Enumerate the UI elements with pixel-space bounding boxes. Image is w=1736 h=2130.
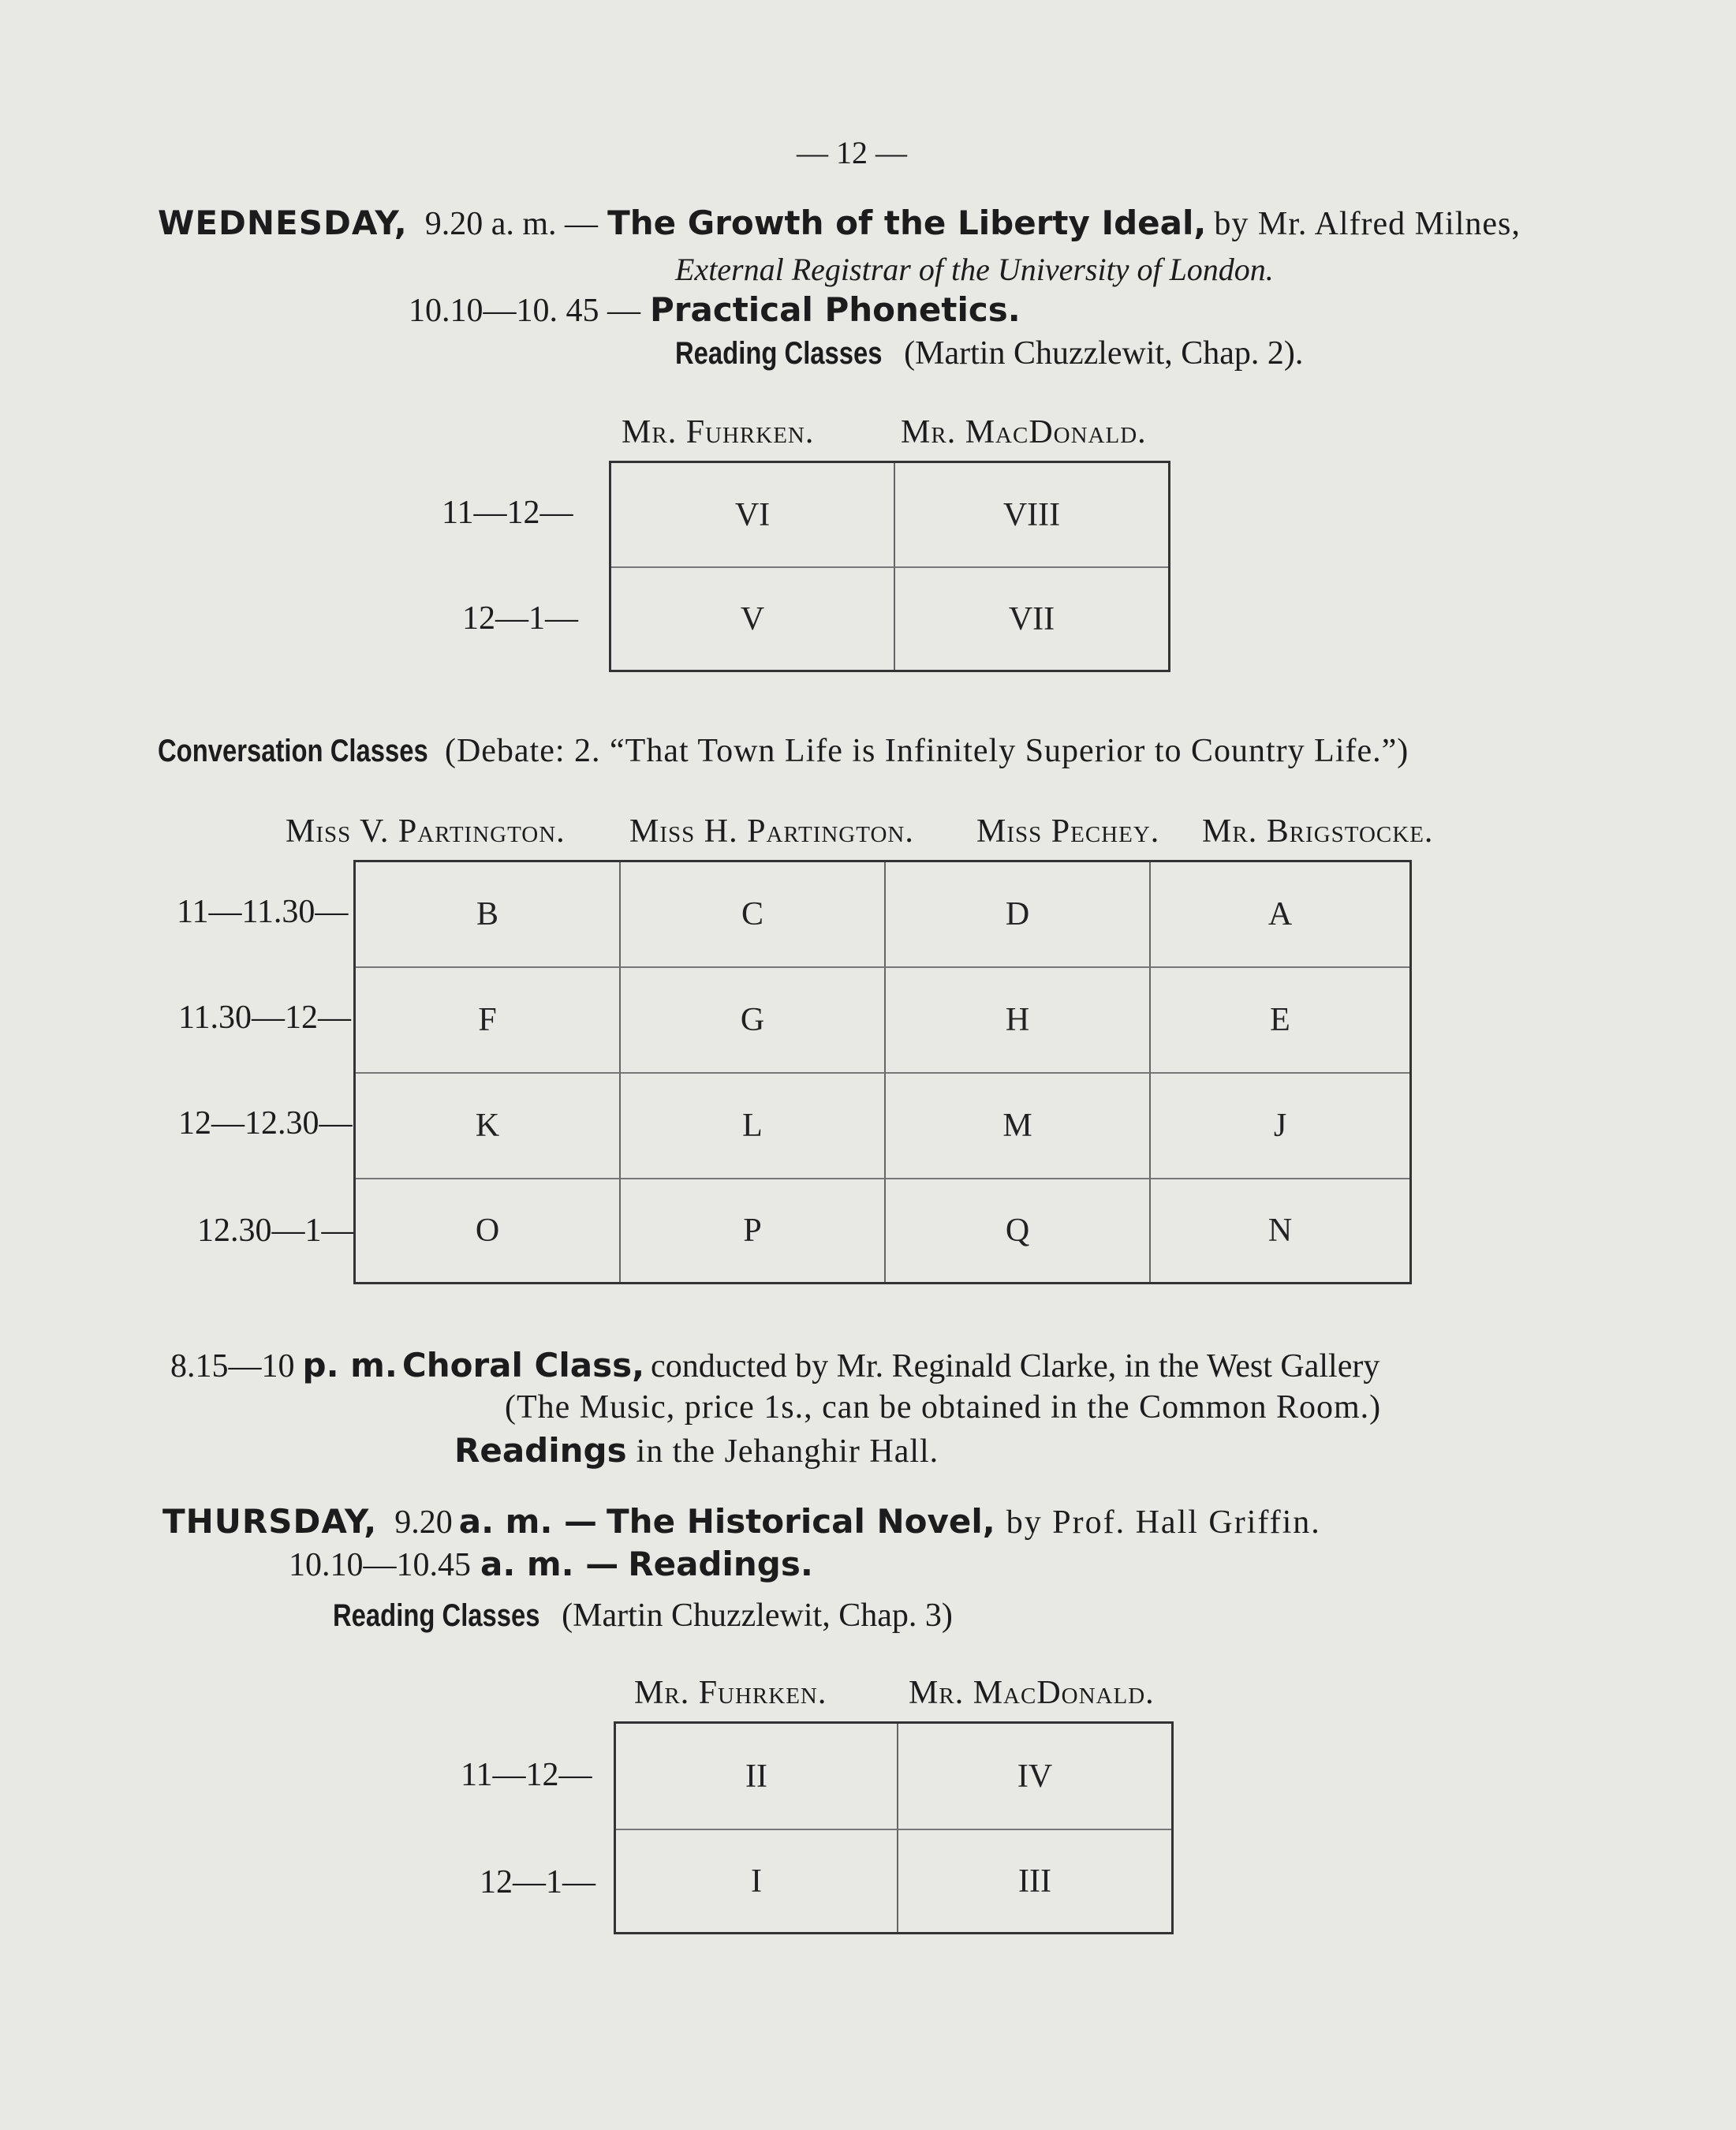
table-cell: O	[356, 1179, 621, 1282]
thu-reading-header-1: Mr. Fuhrken.	[634, 1675, 827, 1711]
conv-header-3: Miss Pechey.	[976, 813, 1160, 850]
table-cell: P	[621, 1179, 886, 1282]
thu-reading-time-2: 12—1—	[480, 1864, 595, 1900]
thursday-time-2a: 10.10—10.45	[289, 1547, 471, 1583]
thursday-lecture-by: by Prof. Hall Griffin.	[1006, 1504, 1321, 1541]
thu-reading-header-2: Mr. MacDonald.	[909, 1675, 1155, 1711]
conversation-table	[353, 860, 1412, 1284]
table-cell: E	[1151, 968, 1409, 1074]
table-cell: Q	[886, 1179, 1151, 1282]
conversation-line	[158, 732, 1409, 770]
wednesday-time-2: 10.10—10. 45 —	[409, 293, 640, 329]
conv-header-1: Miss V. Partington.	[286, 813, 566, 850]
conv-time-4: 12.30—1—	[197, 1213, 355, 1249]
wednesday-lecture-by: by Mr. Alfred Milnes,	[1214, 206, 1521, 242]
choral-text: conducted by Mr. Reginald Clarke, in the West Gallery	[651, 1348, 1380, 1384]
wednesday-reading-line	[675, 334, 1303, 372]
table-cell: C	[621, 862, 886, 968]
table-cell: G	[621, 968, 886, 1074]
table-cell: VIII	[895, 463, 1168, 568]
table-cell: F	[356, 968, 621, 1074]
thursday-line-1	[162, 1502, 1321, 1541]
wednesday-line-phonetics	[409, 290, 1021, 330]
thursday-line-2	[289, 1545, 813, 1584]
conv-header-4: Mr. Brigstocke.	[1202, 813, 1434, 850]
table-cell: III	[1018, 1863, 1051, 1900]
conv-header-2: Miss H. Partington.	[629, 813, 914, 850]
music-note: (The Music, price 1s., can be obtained in the Common Room.)	[505, 1389, 1382, 1426]
choral-label: Choral Class,	[401, 1346, 645, 1384]
table-cell: N	[1267, 1213, 1293, 1249]
table-cell: II	[616, 1724, 898, 1830]
thu-reading-time-1: 11—12—	[461, 1757, 592, 1793]
thu-reading-table	[614, 1721, 1174, 1934]
thursday-reading-text: (Martin Chuzzlewit, Chap. 3)	[562, 1598, 953, 1634]
page-number: — 12 —	[797, 135, 907, 170]
wed-reading-header-2: Mr. MacDonald.	[901, 414, 1147, 450]
wednesday-phonetics: Practical Phonetics.	[650, 290, 1021, 329]
table-cell: B	[356, 862, 621, 968]
wednesday-line-1	[158, 204, 1521, 243]
thursday-reading-label: Reading Classes	[333, 1598, 540, 1633]
conversation-label: Conversation Classes	[158, 734, 428, 768]
wednesday-lecturer-role: External Registrar of the University of London.	[675, 252, 1274, 287]
table-cell: M	[886, 1074, 1151, 1179]
conv-time-3: 12—12.30—	[178, 1105, 353, 1142]
wed-reading-time-1: 11—12—	[442, 495, 573, 531]
choral-line	[170, 1346, 1379, 1385]
table-cell: A	[1151, 862, 1409, 968]
table-cell: K	[356, 1074, 621, 1179]
table-cell: I	[616, 1830, 898, 1932]
thursday-time-1b: a. m. —	[458, 1502, 598, 1541]
readings-line	[454, 1431, 939, 1470]
wed-reading-table	[609, 461, 1170, 672]
readings-label: Readings	[454, 1431, 627, 1470]
thursday-readings: Readings.	[628, 1545, 813, 1583]
wednesday-time-1: 9.20 a. m. —	[424, 206, 599, 242]
evening-time-a: 8.15—10	[170, 1348, 295, 1384]
thursday-reading-line	[333, 1597, 953, 1635]
table-cell: VI	[611, 463, 895, 568]
table-cell: VII	[1008, 600, 1055, 637]
thursday-time-2b: a. m. —	[480, 1545, 619, 1583]
table-cell: V	[611, 568, 895, 670]
thursday-time-1a: 9.20	[394, 1504, 453, 1541]
wednesday-lecture-title: The Growth of the Liberty Ideal,	[607, 204, 1207, 242]
conv-time-1: 11—11.30—	[177, 894, 349, 930]
wednesday-day: WEDNESDAY,	[158, 204, 408, 242]
wednesday-reading-label: Reading Classes	[675, 336, 883, 371]
evening-time-b: p. m.	[302, 1346, 398, 1384]
wed-reading-time-2: 12—1—	[462, 600, 578, 637]
thursday-day: THURSDAY,	[162, 1502, 378, 1541]
table-cell: IV	[898, 1724, 1171, 1830]
thursday-lecture-title: The Historical Novel,	[607, 1502, 995, 1541]
table-cell: D	[886, 862, 1151, 968]
conversation-text: (Debate: 2. “That Town Life is Infinitely Superior to Country Life.”)	[444, 733, 1409, 769]
wed-reading-header-1: Mr. Fuhrken.	[622, 414, 815, 450]
table-cell: L	[621, 1074, 886, 1179]
readings-text: in the Jehanghir Hall.	[636, 1433, 939, 1470]
table-cell: H	[886, 968, 1151, 1074]
table-cell: J	[1151, 1074, 1409, 1179]
conv-time-2: 11.30—12—	[178, 1000, 351, 1036]
wednesday-reading-text: (Martin Chuzzlewit, Chap. 2).	[904, 335, 1304, 372]
